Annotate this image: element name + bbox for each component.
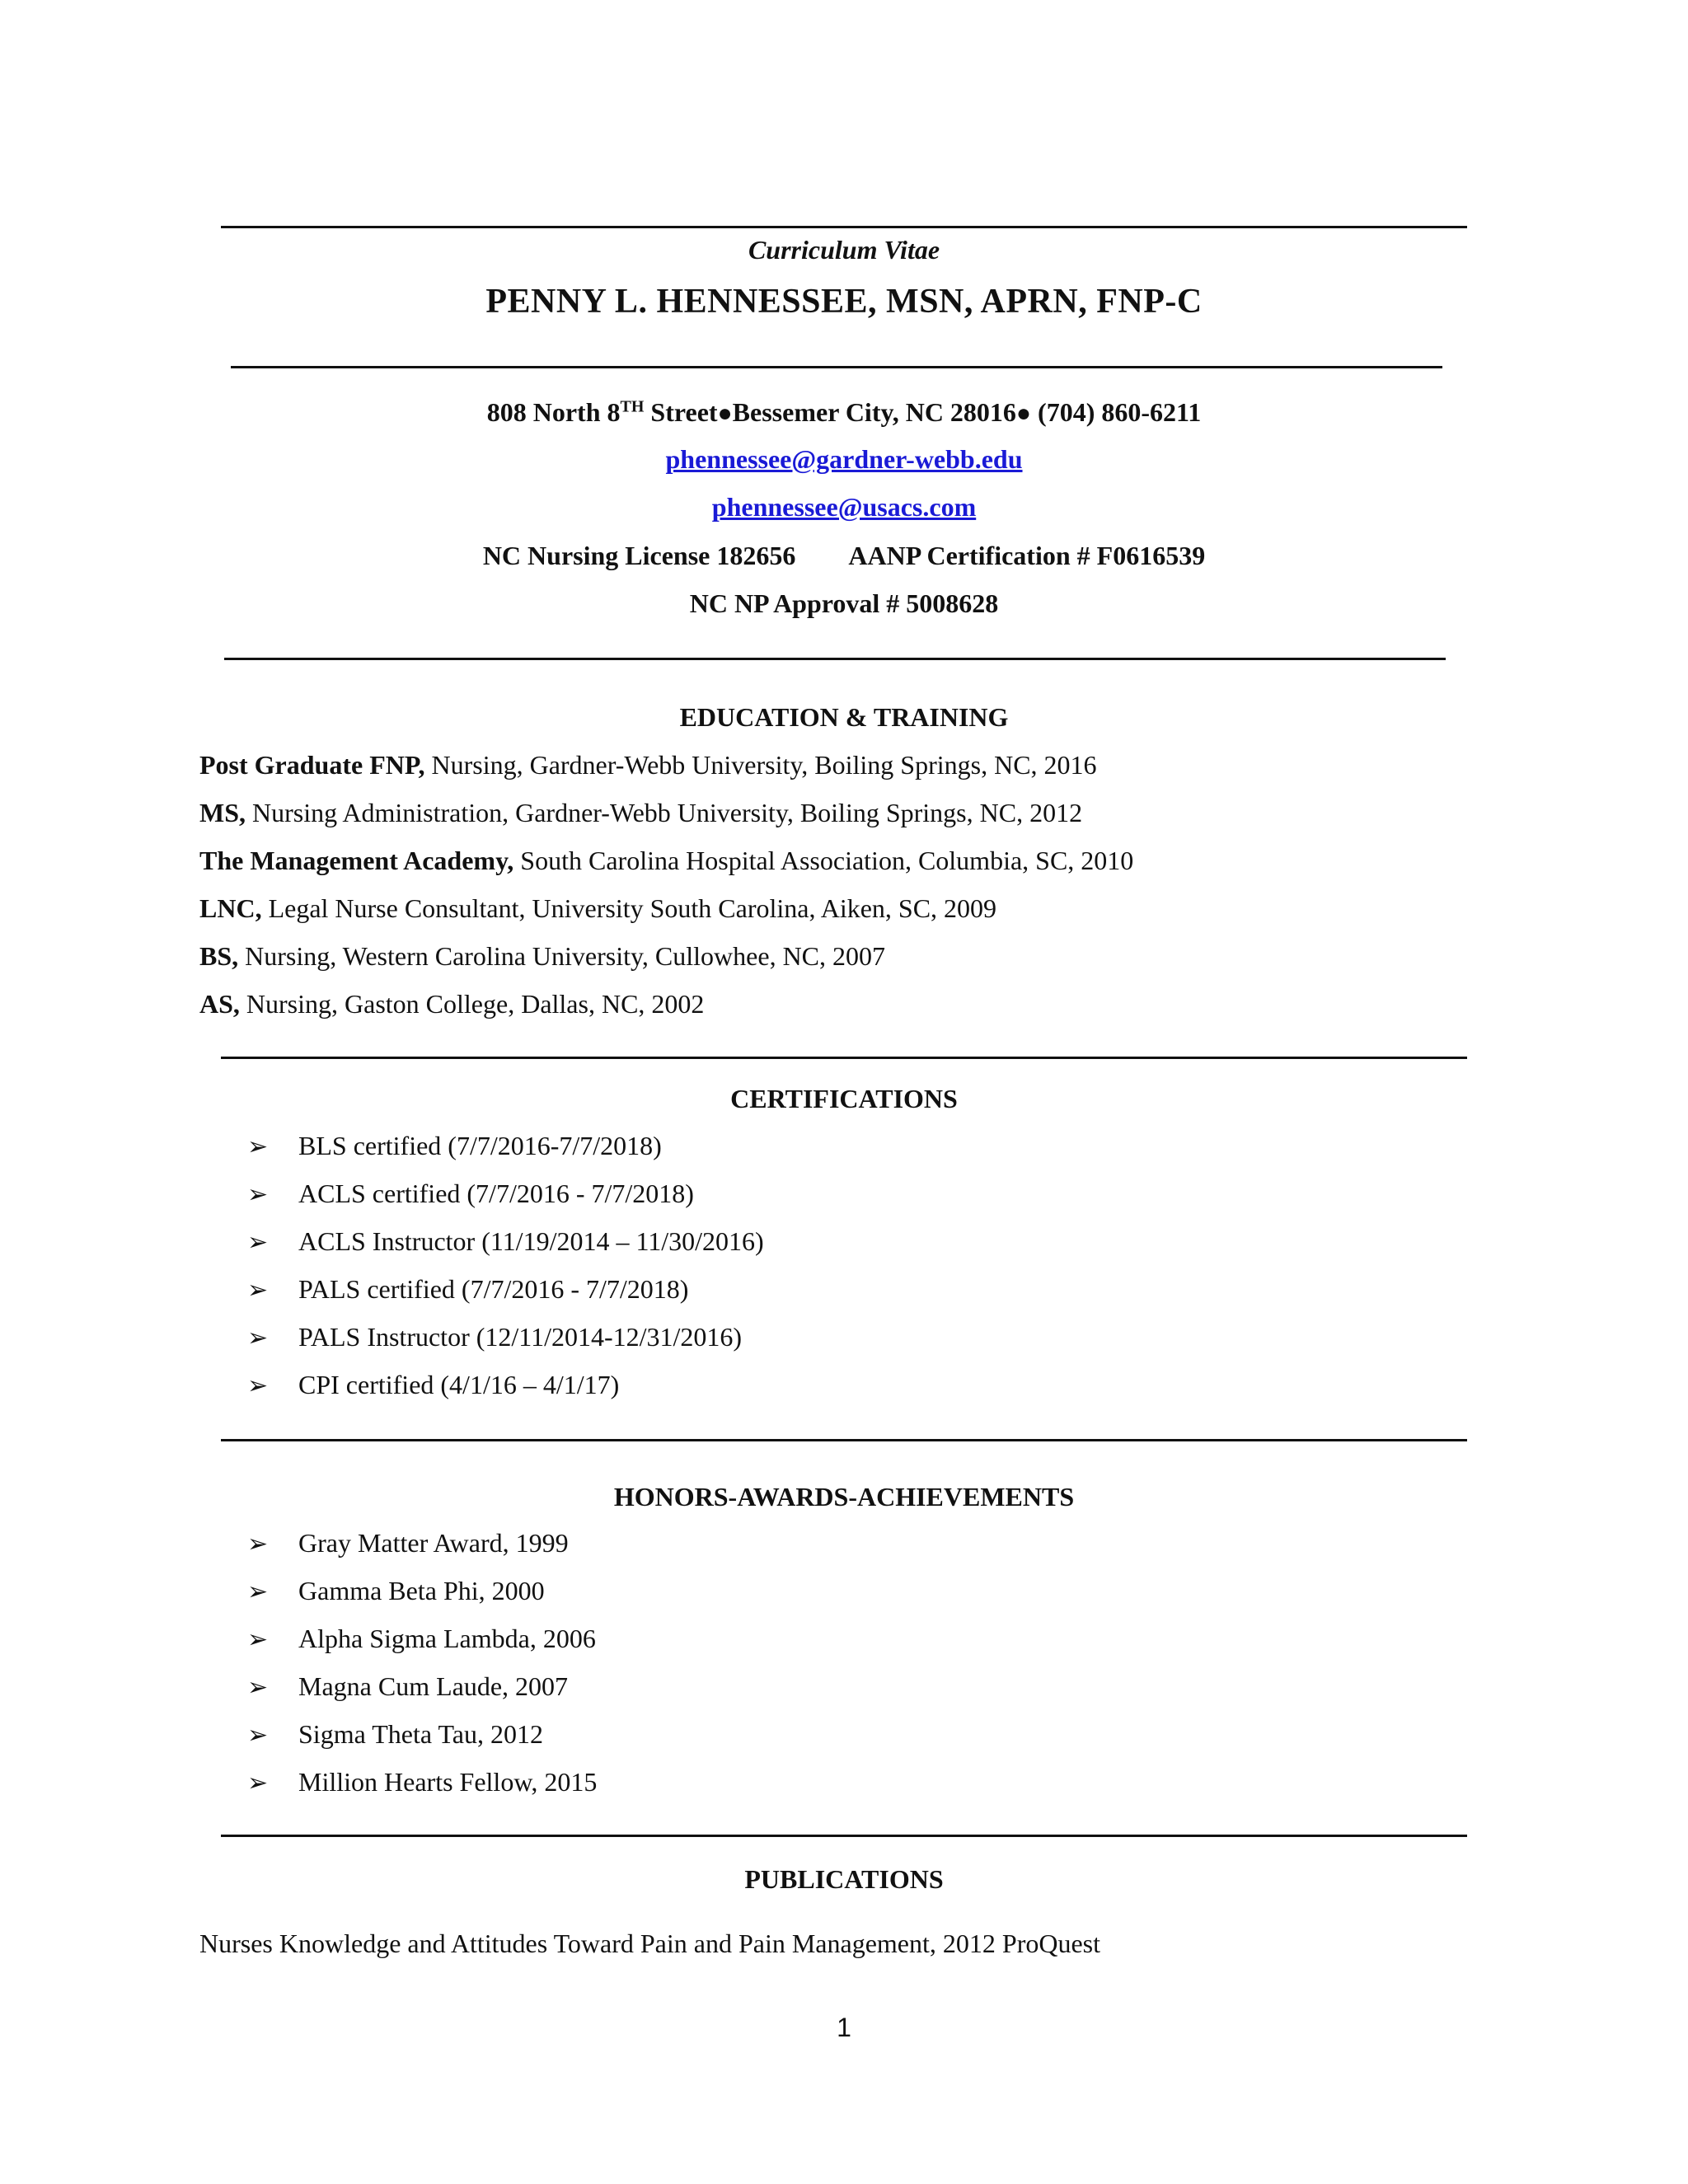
address-street: 808 North 8TH Street (486, 397, 718, 427)
honors-heading: HONORS-AWARDS-ACHIEVEMENTS (613, 1482, 1075, 1511)
certification-item: CPI certified (4/1/16 – 4/1/17) (298, 1370, 620, 1399)
honor-item: Gamma Beta Phi, 2000 (298, 1576, 545, 1605)
document-title: Curriculum Vitae (748, 235, 940, 265)
bullet-arrow-icon: ➢ (247, 1133, 269, 1160)
bullet-arrow-icon: ➢ (247, 1324, 269, 1352)
publication-item: Nurses Knowledge and Attitudes Toward Pain and Pain Management, 2012 ProQuest (199, 1929, 1100, 1958)
header-name-rule (231, 366, 1442, 368)
bullet-arrow-icon: ➢ (247, 1769, 269, 1797)
bullet-arrow-icon: ➢ (247, 1530, 269, 1558)
honor-item: Sigma Theta Tau, 2012 (298, 1719, 543, 1749)
bullet-arrow-icon: ➢ (247, 1626, 269, 1653)
education-item: MS, Nursing Administration, Gardner-Webb University, Boiling Springs, NC, 2012 (199, 798, 1083, 827)
honor-item: Magna Cum Laude, 2007 (298, 1671, 569, 1701)
certification-item: BLS certified (7/7/2016-7/7/2018) (298, 1131, 662, 1160)
email-link-gardner-webb[interactable]: phennessee@gardner-webb.edu (665, 444, 1023, 474)
np-approval: NC NP Approval # 5008628 (689, 588, 999, 618)
page-number: 1 (837, 2013, 851, 2042)
email-link-usacs[interactable]: phennessee@usacs.com (711, 492, 977, 522)
certification-item: ACLS Instructor (11/19/2014 – 11/30/2016) (298, 1226, 764, 1256)
aanp-certification: AANP Certification # F0616539 (848, 541, 1206, 570)
honor-item: Alpha Sigma Lambda, 2006 (298, 1624, 596, 1653)
certification-item: PALS Instructor (12/11/2014-12/31/2016) (298, 1322, 743, 1352)
education-item: Post Graduate FNP, Nursing, Gardner-Webb University, Boiling Springs, NC, 2016 (199, 750, 1097, 780)
address-city: Bessemer City, NC 28016 (732, 397, 1016, 427)
bullet-arrow-icon: ➢ (247, 1674, 269, 1701)
publications-heading: PUBLICATIONS (744, 1864, 944, 1894)
certification-item: PALS certified (7/7/2016 - 7/7/2018) (298, 1274, 689, 1304)
header-top-rule (221, 226, 1467, 228)
section-divider (221, 1057, 1467, 1059)
nc-nursing-license: NC Nursing License 182656 (482, 541, 796, 570)
bullet-arrow-icon: ➢ (247, 1372, 269, 1399)
education-item: LNC, Legal Nurse Consultant, University South Carolina, Aiken, SC, 2009 (199, 893, 997, 923)
education-heading: EDUCATION & TRAINING (679, 702, 1009, 732)
education-item: BS, Nursing, Western Carolina University, Cullowhee, NC, 2007 (199, 941, 886, 971)
bullet-arrow-icon: ➢ (247, 1578, 269, 1605)
section-divider (221, 1835, 1467, 1837)
bullet-arrow-icon: ➢ (247, 1229, 269, 1256)
section-divider (221, 1439, 1467, 1441)
honor-item: Gray Matter Award, 1999 (298, 1528, 569, 1558)
education-item: The Management Academy, South Carolina Hospital Association, Columbia, SC, 2010 (199, 846, 1134, 875)
certification-item: ACLS certified (7/7/2016 - 7/7/2018) (298, 1179, 694, 1208)
certifications-heading: CERTIFICATIONS (730, 1084, 958, 1113)
header-bottom-rule (224, 658, 1446, 660)
bullet-arrow-icon: ➢ (247, 1277, 269, 1304)
phone-number: (704) 860-6211 (1038, 397, 1202, 427)
separator-dot-icon: ● (717, 400, 733, 427)
bullet-arrow-icon: ➢ (247, 1722, 269, 1749)
honor-item: Million Hearts Fellow, 2015 (298, 1767, 598, 1797)
license-line (0, 541, 1688, 571)
person-name: PENNY L. HENNESSEE, MSN, APRN, FNP-C (485, 283, 1203, 321)
contact-address-line (0, 397, 1688, 428)
separator-dot-icon: ● (1015, 400, 1032, 427)
education-item: AS, Nursing, Gaston College, Dallas, NC, 2002 (199, 989, 705, 1019)
bullet-arrow-icon: ➢ (247, 1181, 269, 1208)
